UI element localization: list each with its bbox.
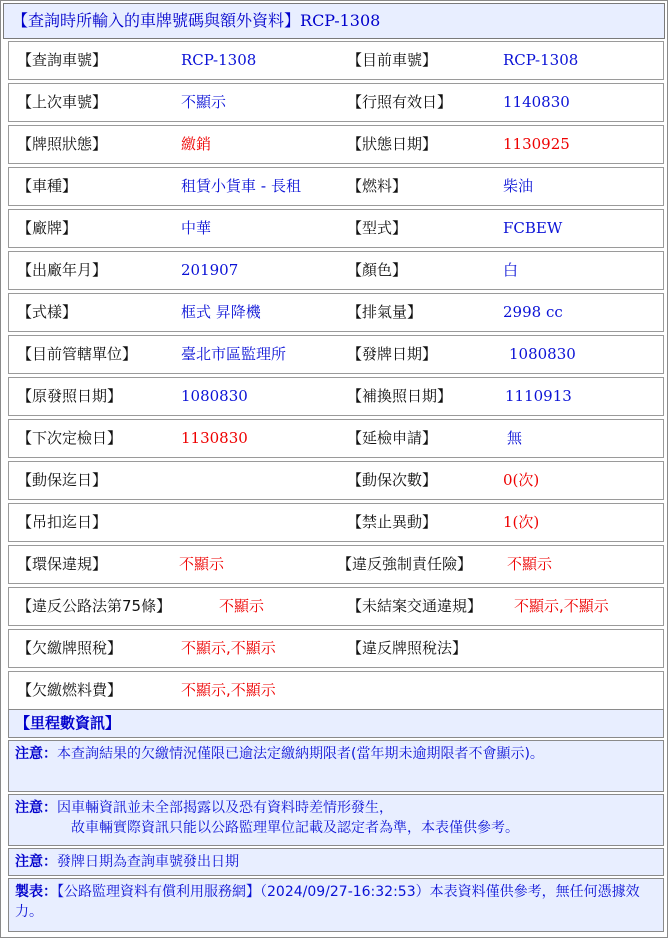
note-report-source bbox=[8, 878, 664, 932]
value-unpaid-fuel-fee: 不顯示,不顯示 bbox=[181, 681, 276, 699]
row-highway-act bbox=[8, 587, 664, 626]
row-chattel-mortgage bbox=[8, 461, 664, 500]
label-license-tax-violation: 【違反牌照稅法】 bbox=[347, 639, 468, 657]
header-label: 【查詢時所輸入的車牌號碼與額外資料】 bbox=[12, 11, 301, 30]
row-original-license-date bbox=[8, 377, 664, 416]
row-license-tax bbox=[8, 629, 664, 668]
label-model: 【型式】 bbox=[347, 219, 408, 237]
label-fuel: 【燃料】 bbox=[347, 177, 408, 195]
row-next-inspection bbox=[8, 419, 664, 458]
row-environmental bbox=[8, 545, 664, 584]
label-highway-act-violation: 【違反公路法第75條】 bbox=[17, 597, 172, 615]
value-next-inspection: 1130830 bbox=[181, 429, 248, 447]
note-text: 因車輛資訊並未全部揭露以及恐有資料時差情形發生， bbox=[57, 800, 393, 816]
row-fuel-fee bbox=[8, 671, 664, 710]
value-inspection-extension: 無 bbox=[507, 429, 523, 447]
label-manufacture-date: 【出廠年月】 bbox=[17, 261, 108, 279]
row-suspension bbox=[8, 503, 664, 542]
label-vehicle-type: 【車種】 bbox=[17, 177, 78, 195]
note-data-disclaimer bbox=[8, 794, 664, 846]
label-jurisdiction: 【目前管轄單位】 bbox=[17, 345, 138, 363]
value-body-style: 框式 昇降機 bbox=[181, 303, 261, 321]
label-next-inspection: 【下次定檢日】 bbox=[17, 429, 123, 447]
row-previous-plate bbox=[8, 83, 664, 122]
label-displacement: 【排氣量】 bbox=[347, 303, 423, 321]
value-license-valid: 1140830 bbox=[503, 93, 570, 111]
value-brand: 中華 bbox=[181, 219, 212, 237]
note-key: 注意： bbox=[15, 854, 57, 870]
note-overdue-scope bbox=[8, 740, 664, 792]
label-query-plate: 【查詢車號】 bbox=[17, 51, 108, 69]
note-key: 注意： bbox=[15, 800, 57, 816]
value-status-date: 1130925 bbox=[503, 135, 570, 153]
value-fuel: 柴油 bbox=[503, 177, 534, 195]
label-current-plate: 【目前車號】 bbox=[347, 51, 438, 69]
label-suspension-end: 【吊扣迄日】 bbox=[17, 513, 108, 531]
row-manufacture-date bbox=[8, 251, 664, 290]
label-original-license-date: 【原發照日期】 bbox=[17, 387, 123, 405]
value-vehicle-type: 租賃小貨車 - 長租 bbox=[181, 177, 301, 195]
label-inspection-extension: 【延檢申請】 bbox=[347, 429, 438, 447]
row-body-style bbox=[8, 293, 664, 332]
label-color: 【顏色】 bbox=[347, 261, 408, 279]
note-text: 本查詢結果的欠繳情況僅限已逾法定繳納期限者(當年期未逾期限者不會顯示)。 bbox=[57, 746, 544, 762]
value-color: 白 bbox=[503, 261, 519, 279]
value-query-plate: RCP-1308 bbox=[181, 51, 257, 69]
label-chattel-mortgage-count: 【動保次數】 bbox=[347, 471, 438, 489]
value-plate-status: 繳銷 bbox=[181, 135, 212, 153]
row-vehicle-type bbox=[8, 167, 664, 206]
value-jurisdiction: 臺北市區監理所 bbox=[181, 345, 287, 363]
note-issue-date bbox=[8, 848, 664, 876]
label-license-valid: 【行照有效日】 bbox=[347, 93, 453, 111]
label-plate-status: 【牌照狀態】 bbox=[17, 135, 108, 153]
value-chattel-mortgage-count: 0(次) bbox=[503, 471, 540, 489]
label-brand: 【廠牌】 bbox=[17, 219, 78, 237]
note-key: 注意： bbox=[15, 746, 57, 762]
value-model: FCBEW bbox=[503, 219, 563, 237]
row-query-plate bbox=[8, 41, 664, 80]
note-text: 【公路監理資料有償利用服務網】（2024/09/27-16:32:53）本表資料僅供參考，無任何憑據效力。 bbox=[15, 884, 640, 920]
label-body-style: 【式樣】 bbox=[17, 303, 78, 321]
label-unpaid-fuel-fee: 【欠繳燃料費】 bbox=[17, 681, 123, 699]
value-original-license-date: 1080830 bbox=[181, 387, 248, 405]
label-environmental-violation: 【環保違規】 bbox=[17, 555, 108, 573]
label-open-traffic-violation: 【未結案交通違規】 bbox=[347, 597, 483, 615]
value-transfer-ban: 1(次) bbox=[503, 513, 540, 531]
label-unpaid-license-tax: 【欠繳牌照稅】 bbox=[17, 639, 123, 657]
mileage-section-header: 【里程數資訊】 bbox=[8, 709, 664, 738]
row-plate-status bbox=[8, 125, 664, 164]
label-insurance-violation: 【違反強制責任險】 bbox=[337, 555, 473, 573]
header-bar bbox=[3, 3, 665, 39]
value-previous-plate: 不顯示 bbox=[181, 93, 227, 111]
row-brand bbox=[8, 209, 664, 248]
value-environmental-violation: 不顯示 bbox=[179, 555, 225, 573]
note-key: 製表： bbox=[15, 884, 57, 900]
value-open-traffic-violation: 不顯示,不顯示 bbox=[514, 597, 609, 615]
note-text: 發牌日期為查詢車號發出日期 bbox=[57, 854, 239, 870]
value-insurance-violation: 不顯示 bbox=[507, 555, 553, 573]
value-replacement-date: 1110913 bbox=[505, 387, 572, 405]
label-replacement-date: 【補換照日期】 bbox=[347, 387, 453, 405]
value-unpaid-license-tax: 不顯示,不顯示 bbox=[181, 639, 276, 657]
label-transfer-ban: 【禁止異動】 bbox=[347, 513, 438, 531]
label-previous-plate: 【上次車號】 bbox=[17, 93, 108, 111]
value-current-plate: RCP-1308 bbox=[503, 51, 579, 69]
value-manufacture-date: 201907 bbox=[181, 261, 239, 279]
value-displacement: 2998 cc bbox=[503, 303, 563, 321]
value-highway-act-violation: 不顯示 bbox=[219, 597, 265, 615]
label-issue-date: 【發牌日期】 bbox=[347, 345, 438, 363]
row-jurisdiction bbox=[8, 335, 664, 374]
value-issue-date: 1080830 bbox=[509, 345, 576, 363]
label-chattel-mortgage-end: 【動保迄日】 bbox=[17, 471, 108, 489]
note-text-line2: 故車輛實際資訊只能以公路監理單位記載及認定者為準，本表僅供參考。 bbox=[71, 820, 519, 836]
label-status-date: 【狀態日期】 bbox=[347, 135, 438, 153]
header-plate: RCP-1308 bbox=[300, 11, 381, 30]
